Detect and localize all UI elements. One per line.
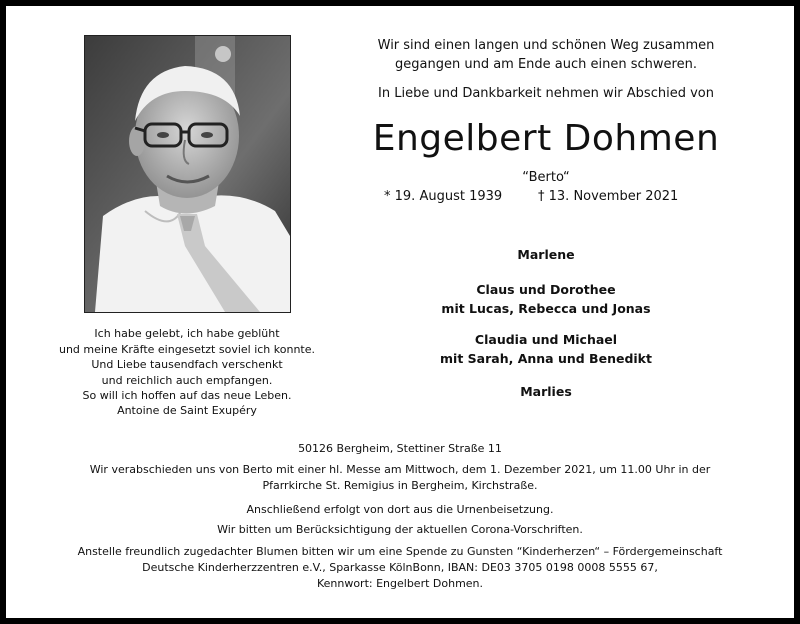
family-line: mit Lucas, Rebecca und Jonas: [441, 301, 651, 316]
obituary-card: [6, 6, 794, 618]
intro-line: Wir sind einen langen und schönen Weg zusammen: [377, 38, 715, 53]
family-claus: [336, 280, 756, 318]
intro-line: gegangen und am Ende auch einen schweren.: [395, 57, 697, 72]
poem: [42, 326, 332, 404]
intro-text: [336, 36, 756, 74]
portrait-image: [85, 36, 290, 312]
poem-line: So will ich hoffen auf das neue Leben.: [82, 389, 292, 402]
poem-author: Antoine de Saint Exupéry: [117, 404, 257, 417]
mass-line: Wir verabschieden uns von Berto mit einer hl. Messe am Mittwoch, dem 1. Dezember 2021, um 11.00 Uhr in der: [89, 463, 711, 476]
nickname: “Berto“: [522, 170, 570, 185]
mass-info: [46, 462, 754, 494]
address: 50126 Bergheim, Stettiner Straße 11: [298, 442, 502, 455]
donation-line: Kennwort: Engelbert Dohmen.: [316, 577, 484, 590]
farewell-line: In Liebe und Dankbarkeit nehmen wir Abschied von: [378, 86, 714, 101]
family-marlene: Marlene: [517, 247, 575, 262]
family-line: Claudia und Michael: [474, 332, 618, 347]
death-date: † 13. November 2021: [538, 189, 679, 204]
family-claudia: [336, 330, 756, 368]
mass-line: Pfarrkirche St. Remigius in Bergheim, Kirchstraße.: [262, 479, 538, 492]
urn-burial-info: Anschließend erfolgt von dort aus die Urnenbeisetzung.: [246, 503, 554, 516]
portrait-photo: [84, 35, 291, 313]
donation-info: [46, 544, 754, 592]
poem-line: und reichlich auch empfangen.: [101, 373, 273, 387]
poem-line: Ich habe gelebt, ich habe geblüht: [94, 327, 280, 340]
donation-line: Deutsche Kinderherzzentren e.V., Sparkasse KölnBonn, IBAN: DE03 3705 0198 0008 5555 67,: [142, 561, 658, 574]
family-marlies: Marlies: [520, 384, 572, 399]
deceased-name: Engelbert Dohmen: [372, 118, 720, 159]
family-line: mit Sarah, Anna und Benedikt: [440, 351, 652, 366]
poem-line: Und Liebe tausendfach verschenkt: [91, 358, 283, 371]
corona-info: Wir bitten um Berücksichtigung der aktuellen Corona-Vorschriften.: [217, 523, 583, 536]
poem-line: und meine Kräfte eingesetzt soviel ich konnte.: [58, 342, 316, 356]
family-line: Claus und Dorothee: [476, 282, 616, 297]
donation-line: Anstelle freundlich zugedachter Blumen bitten wir um eine Spende zu Gunsten “Kinderherzen“ – Fördergemeinschaft: [77, 545, 723, 558]
birth-date: * 19. August 1939: [384, 189, 503, 204]
